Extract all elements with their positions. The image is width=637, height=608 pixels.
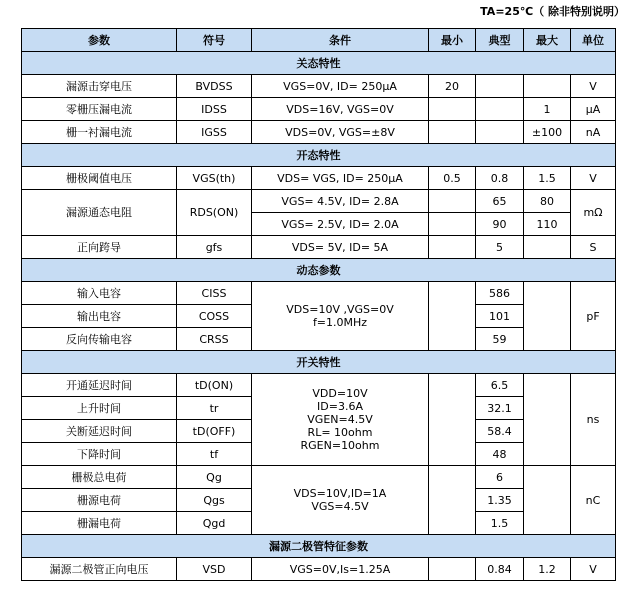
- typ-cell: 65: [476, 190, 524, 213]
- min-cell: [429, 466, 476, 535]
- typ-cell: [476, 121, 524, 144]
- symbol-cell: RDS(ON): [177, 190, 252, 236]
- min-cell: [429, 190, 476, 213]
- section-row: [22, 259, 616, 282]
- typ-cell: 1.35: [476, 489, 524, 512]
- condition-cell: VGS= 2.5V, ID= 2.0A: [252, 213, 429, 236]
- section-row: [22, 52, 616, 75]
- max-cell: 1.5: [524, 167, 571, 190]
- symbol-cell: tD(ON): [177, 374, 252, 397]
- condition-cell: VDS=0V, VGS=±8V: [252, 121, 429, 144]
- unit-cell: V: [571, 167, 616, 190]
- min-cell: [429, 98, 476, 121]
- param-cell: 输入电容: [22, 282, 177, 305]
- typ-cell: 32.1: [476, 397, 524, 420]
- param-cell: 漏源二极管正向电压: [22, 558, 177, 581]
- symbol-cell: gfs: [177, 236, 252, 259]
- symbol-cell: Qgd: [177, 512, 252, 535]
- symbol-cell: Qg: [177, 466, 252, 489]
- unit-cell: nC: [571, 466, 616, 535]
- unit-cell: mΩ: [571, 190, 616, 236]
- unit-cell: μA: [571, 98, 616, 121]
- typ-cell: [476, 98, 524, 121]
- header-max: 最大: [524, 29, 571, 52]
- condition-cell: VDS= VGS, ID= 250μA: [252, 167, 429, 190]
- table-row: [22, 374, 616, 397]
- header-parameter: 参数: [22, 29, 177, 52]
- param-cell: 栅一衬漏电流: [22, 121, 177, 144]
- table-row: [22, 236, 616, 259]
- section-on-title: 开态特性: [22, 144, 616, 167]
- test-condition-note: TA=25℃（ 除非特别说明）: [480, 5, 625, 18]
- table-row: [22, 167, 616, 190]
- typ-cell: 0.84: [476, 558, 524, 581]
- typ-cell: 5: [476, 236, 524, 259]
- param-cell: 零栅压漏电流: [22, 98, 177, 121]
- param-cell: 反向传输电容: [22, 328, 177, 351]
- max-cell: [524, 282, 571, 351]
- table-row: [22, 121, 616, 144]
- unit-cell: pF: [571, 282, 616, 351]
- max-cell: [524, 75, 571, 98]
- typ-cell: 0.8: [476, 167, 524, 190]
- symbol-cell: tr: [177, 397, 252, 420]
- header-min: 最小: [429, 29, 476, 52]
- param-cell: 正向跨导: [22, 236, 177, 259]
- min-cell: [429, 282, 476, 351]
- symbol-cell: COSS: [177, 305, 252, 328]
- max-cell: 110: [524, 213, 571, 236]
- typ-cell: 58.4: [476, 420, 524, 443]
- section-dynamic-title: 动态参数: [22, 259, 616, 282]
- param-cell: 开通延迟时间: [22, 374, 177, 397]
- condition-cell: VDS= 5V, ID= 5A: [252, 236, 429, 259]
- typ-cell: 1.5: [476, 512, 524, 535]
- typ-cell: 59: [476, 328, 524, 351]
- section-diode-title: 漏源二极管特征参数: [22, 535, 616, 558]
- max-cell: [524, 466, 571, 535]
- param-cell: 栅漏电荷: [22, 512, 177, 535]
- condition-cell: VGS= 4.5V, ID= 2.8A: [252, 190, 429, 213]
- table-row: [22, 282, 616, 305]
- symbol-cell: IGSS: [177, 121, 252, 144]
- max-cell: [524, 236, 571, 259]
- min-cell: [429, 236, 476, 259]
- typ-cell: 101: [476, 305, 524, 328]
- typ-cell: [476, 75, 524, 98]
- header-row: [22, 29, 616, 52]
- section-off-title: 关态特性: [22, 52, 616, 75]
- min-cell: [429, 558, 476, 581]
- min-cell: 20: [429, 75, 476, 98]
- typ-cell: 6.5: [476, 374, 524, 397]
- unit-cell: V: [571, 558, 616, 581]
- symbol-cell: CISS: [177, 282, 252, 305]
- section-row: [22, 351, 616, 374]
- symbol-cell: VGS(th): [177, 167, 252, 190]
- param-cell: 栅源电荷: [22, 489, 177, 512]
- header-typ: 典型: [476, 29, 524, 52]
- symbol-cell: VSD: [177, 558, 252, 581]
- typ-cell: 90: [476, 213, 524, 236]
- param-cell: 漏源击穿电压: [22, 75, 177, 98]
- param-cell: 漏源通态电阻: [22, 190, 177, 236]
- symbol-cell: IDSS: [177, 98, 252, 121]
- param-cell: 输出电容: [22, 305, 177, 328]
- param-cell: 下降时间: [22, 443, 177, 466]
- param-cell: 栅极总电荷: [22, 466, 177, 489]
- symbol-cell: tD(OFF): [177, 420, 252, 443]
- condition-cell: VDS=16V, VGS=0V: [252, 98, 429, 121]
- unit-cell: V: [571, 75, 616, 98]
- header-condition: 条件: [252, 29, 429, 52]
- condition-cell: VDD=10V ID=3.6A VGEN=4.5V RL= 10ohm RGEN=10ohm: [252, 374, 429, 466]
- typ-cell: 586: [476, 282, 524, 305]
- max-cell: 80: [524, 190, 571, 213]
- table-row: [22, 75, 616, 98]
- typ-cell: 48: [476, 443, 524, 466]
- symbol-cell: Qgs: [177, 489, 252, 512]
- unit-cell: S: [571, 236, 616, 259]
- min-cell: [429, 213, 476, 236]
- table-row: [22, 558, 616, 581]
- condition-cell: VGS=0V,Is=1.25A: [252, 558, 429, 581]
- max-cell: ±100: [524, 121, 571, 144]
- symbol-cell: CRSS: [177, 328, 252, 351]
- symbol-cell: tf: [177, 443, 252, 466]
- param-cell: 栅极阈值电压: [22, 167, 177, 190]
- electrical-characteristics-table: [21, 28, 616, 581]
- condition-cell: VDS=10V,ID=1A VGS=4.5V: [252, 466, 429, 535]
- min-cell: [429, 374, 476, 466]
- header-unit: 单位: [571, 29, 616, 52]
- condition-cell: VDS=10V ,VGS=0V f=1.0MHz: [252, 282, 429, 351]
- section-row: [22, 144, 616, 167]
- header-symbol: 符号: [177, 29, 252, 52]
- table-row: [22, 190, 616, 213]
- unit-cell: nA: [571, 121, 616, 144]
- section-row: [22, 535, 616, 558]
- typ-cell: 6: [476, 466, 524, 489]
- max-cell: 1.2: [524, 558, 571, 581]
- table-row: [22, 98, 616, 121]
- section-switching-title: 开关特性: [22, 351, 616, 374]
- max-cell: 1: [524, 98, 571, 121]
- condition-cell: VGS=0V, ID= 250μA: [252, 75, 429, 98]
- min-cell: [429, 121, 476, 144]
- param-cell: 上升时间: [22, 397, 177, 420]
- param-cell: 关断延迟时间: [22, 420, 177, 443]
- max-cell: [524, 374, 571, 466]
- unit-cell: ns: [571, 374, 616, 466]
- table-row: [22, 466, 616, 489]
- min-cell: 0.5: [429, 167, 476, 190]
- symbol-cell: BVDSS: [177, 75, 252, 98]
